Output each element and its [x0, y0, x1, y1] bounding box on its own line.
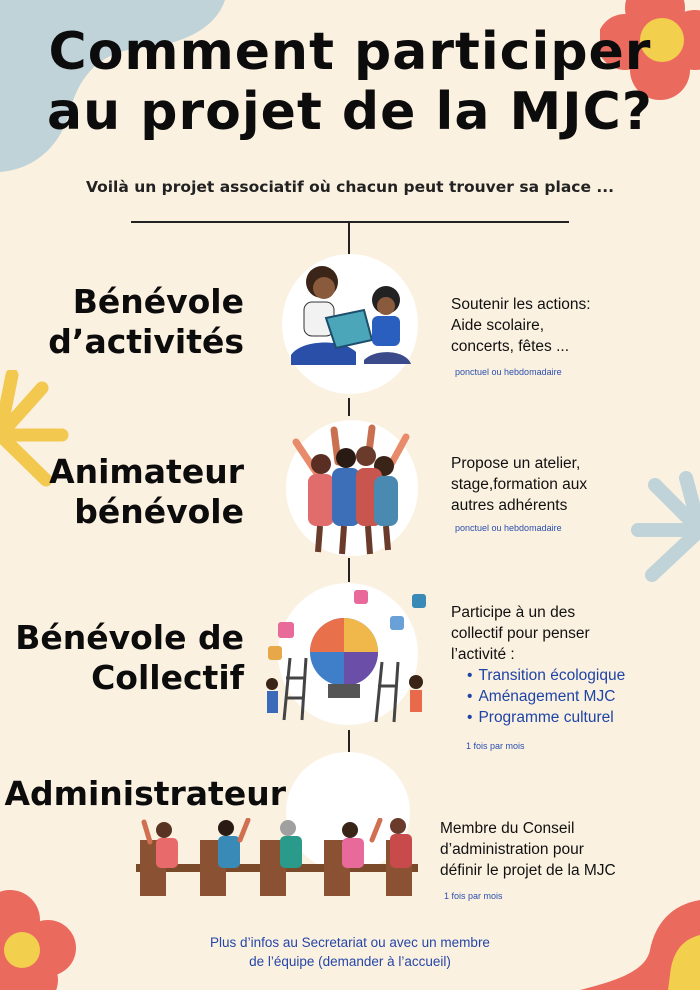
timeline-segment-1	[348, 222, 350, 255]
divider-line	[131, 221, 569, 223]
timeline-segment-4	[348, 730, 350, 752]
frequency-label-4: 1 fois par mois	[444, 891, 503, 901]
role-title-line: Collectif	[91, 658, 244, 697]
role-title-line: Animateur	[49, 452, 244, 491]
description-line: d’administration pour	[440, 841, 584, 858]
role-description-4	[440, 818, 616, 881]
title-line-2: au projet de la MJC?	[47, 82, 653, 142]
role-description-2	[451, 453, 587, 516]
description-line: autres adhérents	[451, 497, 568, 514]
role-description-3	[451, 602, 625, 728]
description-line: Membre du Conseil	[440, 820, 575, 837]
role-title-line: Bénévole de	[15, 618, 244, 657]
frequency-label-3: 1 fois par mois	[466, 741, 525, 751]
role-title-line: Administrateur	[4, 774, 286, 813]
footer-info	[0, 933, 700, 971]
page-title	[0, 22, 700, 142]
role-title-benevole-collectif	[15, 618, 244, 698]
timeline-segment-2	[348, 398, 350, 416]
description-line: stage,formation aux	[451, 476, 588, 493]
blue-star-right-icon	[620, 470, 700, 590]
role-title-line: Bénévole	[72, 282, 244, 321]
role-title-line: d’activités	[48, 322, 244, 361]
description-line: Propose un atelier,	[451, 455, 581, 472]
description-line: l’activité :	[451, 646, 515, 663]
footer-line: de l’équipe (demander à l’accueil)	[249, 954, 451, 969]
footer-line: Plus d’infos au Secretariat ou avec un membre	[210, 935, 490, 950]
group-celebrating-icon	[276, 422, 426, 562]
role-title-benevole-activites	[48, 282, 244, 362]
description-line: Aide scolaire,	[451, 317, 545, 334]
reading-children-icon	[286, 260, 416, 380]
list-item: • Transition écologique	[479, 665, 625, 686]
collective-puzzle-icon	[262, 586, 442, 726]
collectif-list	[451, 665, 625, 728]
role-title-administrateur	[4, 774, 286, 814]
board-meeting-icon	[136, 818, 418, 900]
description-line: collectif pour penser	[451, 625, 590, 642]
title-line-1: Comment participer	[48, 22, 652, 82]
description-line: Participe à un des	[451, 604, 576, 621]
role-description-1	[451, 294, 591, 357]
list-item: • Programme culturel	[479, 707, 625, 728]
frequency-label-2: ponctuel ou hebdomadaire	[455, 523, 562, 533]
subtitle: Voilà un projet associatif où chacun peut trouver sa place ...	[85, 178, 615, 196]
list-item: • Aménagement MJC	[479, 686, 625, 707]
role-title-line: bénévole	[74, 492, 244, 531]
role-title-animateur-benevole	[49, 452, 244, 532]
frequency-label-1: ponctuel ou hebdomadaire	[455, 367, 562, 377]
description-line: définir le projet de la MJC	[440, 862, 616, 879]
description-line: concerts, fêtes ...	[451, 338, 570, 355]
description-line: Soutenir les actions:	[451, 296, 591, 313]
